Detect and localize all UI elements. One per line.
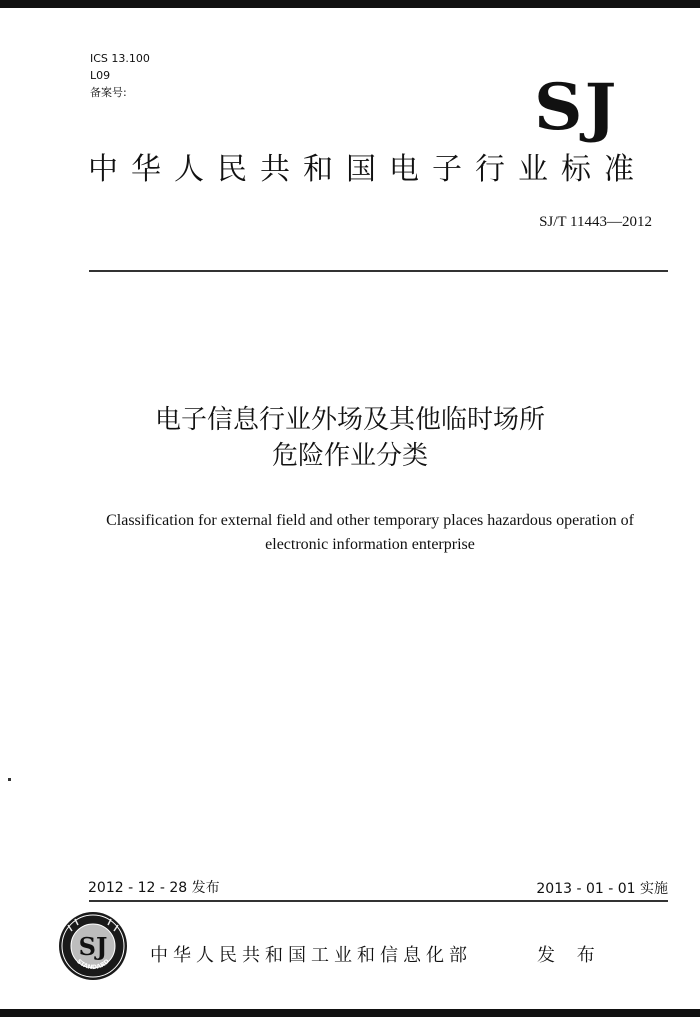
document-title-cn bbox=[90, 402, 610, 474]
standard-category-title: 中华人民共和国电子行业标准 bbox=[88, 152, 647, 187]
publish-label: 发 布 bbox=[537, 945, 603, 966]
issuing-authority: 中华人民共和国工业和信息化部 bbox=[150, 945, 472, 966]
issue-date: 2012 - 12 - 28 发布 bbox=[88, 880, 220, 896]
seal-text: STANDARD bbox=[75, 958, 111, 972]
title-cn-line-2: 危险作业分类 bbox=[271, 441, 428, 471]
bottom-border-bar bbox=[0, 1009, 700, 1017]
scan-speck bbox=[8, 778, 11, 781]
svg-text:SJ: SJ bbox=[78, 932, 108, 961]
sj-logo: SJ bbox=[534, 70, 619, 145]
document-title-en bbox=[80, 509, 660, 557]
effective-date: 2013 - 01 - 01 实施 bbox=[536, 881, 668, 897]
top-border-bar bbox=[0, 0, 700, 8]
title-en-line-2: electronic information enterprise bbox=[265, 536, 475, 553]
title-cn-line-1: 电子信息行业外场及其他临时场所 bbox=[154, 405, 545, 435]
classification-code: L09 bbox=[90, 69, 111, 82]
title-en-line-1: Classification for external field and other temporary places hazardous operation of bbox=[106, 512, 634, 529]
ics-code: ICS 13.100 bbox=[90, 52, 150, 65]
header-divider bbox=[89, 270, 668, 272]
ministry-seal-icon bbox=[58, 911, 128, 981]
document-meta bbox=[90, 50, 150, 101]
footer-divider bbox=[89, 900, 668, 902]
standard-code: SJ/T 11443—2012 bbox=[539, 214, 652, 230]
record-number-label: 备案号: bbox=[90, 86, 127, 99]
